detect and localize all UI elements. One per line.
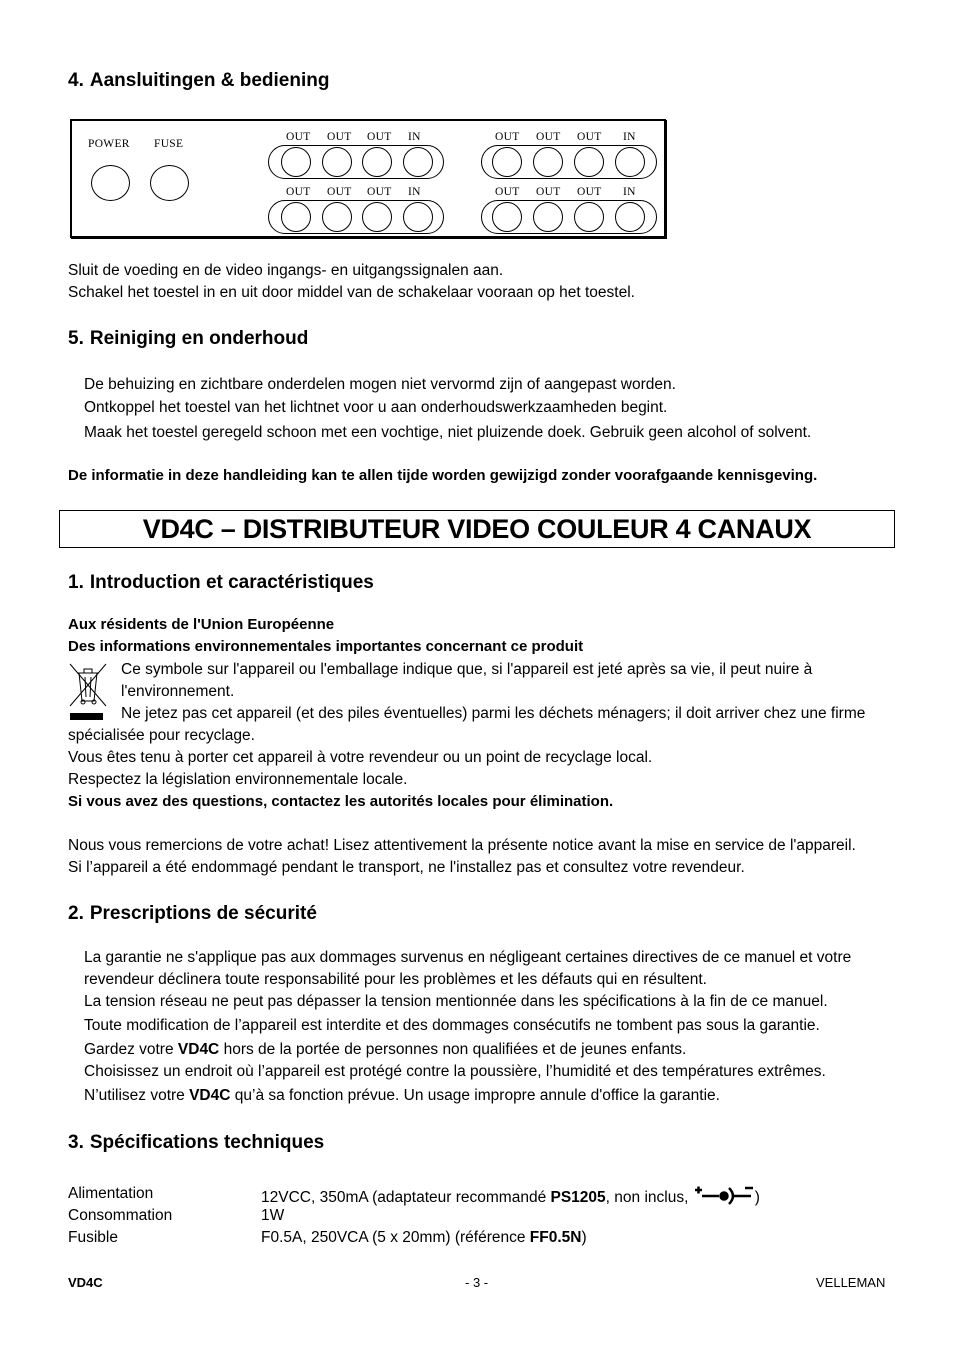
footer-model: VD4C [68, 1275, 103, 1290]
bnc-connector [574, 202, 604, 232]
change-notice: De informatie in deze handleiding kan te allen tijde worden gewijzigd zonder voorafgaande kennisgeving. [68, 467, 818, 484]
spec-value: 1W [261, 1207, 285, 1224]
paragraph-line: De behuizing en zichtbare onderdelen mogen niet vervormd zijn of aangepast worden. [84, 376, 676, 393]
out-label: OUT [577, 131, 602, 143]
in-label: IN [408, 131, 421, 143]
bnc-group-3 [268, 200, 444, 234]
bnc-connector [281, 147, 311, 177]
power-switch [91, 165, 130, 201]
out-label: OUT [367, 186, 392, 198]
paragraph-line: spécialisée pour recyclage. [68, 727, 255, 744]
out-label: OUT [536, 186, 561, 198]
paragraph-line: Ne jetez pas cet appareil (et des piles éventuelles) parmi les déchets ménagers; il doit arriver chez une firme [121, 705, 866, 722]
weee-crossed-bin-icon [68, 661, 108, 723]
rear-panel-diagram [70, 119, 666, 238]
paragraph-line: Si l’appareil a été endommagé pendant le transport, ne l'installez pas et consultez votre revendeur. [68, 859, 745, 876]
section-heading-safety: 2. Prescriptions de sécurité [68, 903, 317, 924]
bnc-connector [615, 202, 645, 232]
spec-value: F0.5A, 250VCA (5 x 20mm) (référence FF0.5N) [261, 1229, 587, 1246]
out-label: OUT [286, 131, 311, 143]
in-label: IN [623, 131, 636, 143]
fuse-label: FUSE [154, 138, 184, 150]
spec-value: 12VCC, 350mA (adaptateur recommandé PS1205, non inclus, ) [261, 1184, 760, 1208]
out-label: OUT [495, 186, 520, 198]
section-heading-connections: 4. Aansluitingen & bediening [68, 70, 330, 91]
paragraph-line: Maak het toestel geregeld schoon met een vochtige, niet pluizende doek. Gebruik geen alcohol of solvent. [84, 424, 812, 441]
paragraph-line: Gardez votre VD4C hors de la portée de personnes non qualifiées et de jeunes enfants. [84, 1041, 687, 1058]
in-label: IN [408, 186, 421, 198]
paragraph-line: La garantie ne s'applique pas aux dommages survenus en négligeant certaines directives de ce manuel et votre [84, 949, 852, 966]
bnc-connector [615, 147, 645, 177]
bnc-connector [403, 202, 433, 232]
section-heading-specifications: 3. Spécifications techniques [68, 1132, 325, 1153]
in-label: IN [623, 186, 636, 198]
paragraph-line: Toute modification de l’appareil est interdite et des dommages consécutifs ne tombent pas sous la garantie. [84, 1017, 820, 1034]
out-label: OUT [367, 131, 392, 143]
bnc-connector [492, 147, 522, 177]
bnc-connector [322, 202, 352, 232]
out-label: OUT [327, 186, 352, 198]
footer-brand: VELLEMAN [816, 1275, 886, 1290]
bnc-group-4 [481, 200, 657, 234]
paragraph-line: Respectez la législation environnementale locale. [68, 771, 408, 788]
product-title-banner: VD4C – DISTRIBUTEUR VIDEO COULEUR 4 CANAUX [59, 510, 895, 548]
paragraph-line: Nous vous remercions de votre achat! Lisez attentivement la présente notice avant la mise en service de l'appareil. [68, 837, 856, 854]
paragraph-line: Schakel het toestel in en uit door middel van de schakelaar vooraan op het toestel. [68, 284, 635, 301]
bnc-connector [281, 202, 311, 232]
section-heading-introduction: 1. Introduction et caractéristiques [68, 572, 374, 593]
bnc-connector [362, 147, 392, 177]
section-heading-cleaning: 5. Reiniging en onderhoud [68, 328, 309, 349]
out-label: OUT [327, 131, 352, 143]
bnc-group-1 [268, 145, 444, 179]
out-label: OUT [495, 131, 520, 143]
paragraph-line: Choisissez un endroit où l’appareil est protégé contre la poussière, l’humidité et des températures extrêmes. [84, 1063, 826, 1080]
out-label: OUT [286, 186, 311, 198]
paragraph-line: Ontkoppel het toestel van het lichtnet voor u aan onderhoudswerkzaamheden begint. [84, 399, 668, 416]
polarity-center-positive-icon [693, 1184, 755, 1206]
bnc-connector [322, 147, 352, 177]
paragraph-line: Vous êtes tenu à porter cet appareil à votre revendeur ou un point de recyclage local. [68, 749, 653, 766]
paragraph-line: Ce symbole sur l'appareil ou l'emballage indique que, si l'appareil est jeté après sa vie, il peut nuire à [121, 661, 813, 678]
out-label: OUT [536, 131, 561, 143]
spec-label: Consommation [68, 1207, 173, 1224]
page-number: - 3 - [465, 1275, 489, 1290]
paragraph-line: La tension réseau ne peut pas dépasser la tension mentionnée dans les spécifications à la fin de ce manuel. [84, 993, 828, 1010]
paragraph-line: revendeur déclinera toute responsabilité pour les problèmes et les défauts qui en résultent. [84, 971, 707, 988]
bnc-connector [533, 202, 563, 232]
bnc-connector [492, 202, 522, 232]
environment-info-heading: Des informations environnementales importantes concernant ce produit [68, 638, 584, 655]
bnc-connector [533, 147, 563, 177]
bnc-connector [362, 202, 392, 232]
disposal-contact-note: Si vous avez des questions, contactez les autorités locales pour élimination. [68, 793, 614, 810]
spec-label: Alimentation [68, 1185, 154, 1202]
bnc-group-2 [481, 145, 657, 179]
model-name: VD4C [189, 1087, 231, 1104]
out-label: OUT [577, 186, 602, 198]
power-label: POWER [88, 138, 130, 150]
paragraph-line: N’utilisez votre VD4C qu’à sa fonction prévue. Un usage impropre annule d'office la garantie. [84, 1087, 720, 1104]
model-name: VD4C [177, 1041, 220, 1058]
spec-label: Fusible [68, 1229, 118, 1246]
eu-residents-heading: Aux résidents de l'Union Européenne [68, 616, 335, 633]
bnc-connector [574, 147, 604, 177]
paragraph-line: l'environnement. [121, 683, 235, 700]
bnc-connector [403, 147, 433, 177]
fuse-holder [150, 165, 189, 201]
paragraph-line: Sluit de voeding en de video ingangs- en uitgangssignalen aan. [68, 262, 504, 279]
